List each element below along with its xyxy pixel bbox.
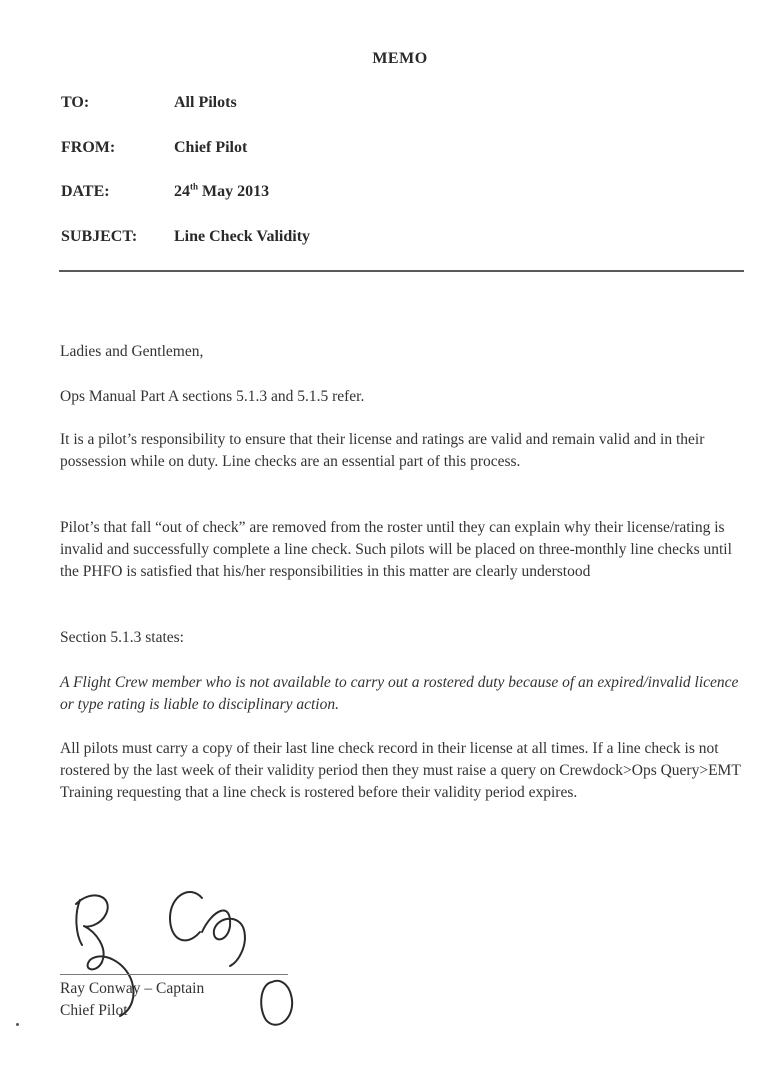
- subject-label: SUBJECT:: [61, 228, 138, 245]
- greeting: Ladies and Gentlemen,: [60, 343, 204, 360]
- date-rest: May 2013: [202, 183, 270, 200]
- paragraph-3: Pilot’s that fall “out of check” are removed from the roster until they can explain why their license/rating is invalid and successfully complete a line check. Such pilots will be placed on three-monthly line checks until the PHFO is satisfied that his/her responsibilities in this matter are clearly understood: [60, 519, 732, 580]
- subject-value: Line Check Validity: [174, 228, 311, 245]
- scan-speck: [16, 1023, 19, 1026]
- signatory-title: Chief Pilot: [60, 1002, 128, 1019]
- date-value: [174, 183, 269, 201]
- to-label: TO:: [61, 94, 90, 111]
- quoted-section: A Flight Crew member who is not available to carry out a rostered duty because of an expired/invalid licence or type rating is liable to disciplinary action.: [60, 674, 739, 713]
- date-suffix: th: [190, 181, 199, 192]
- signatory-name: Ray Conway – Captain: [60, 980, 205, 997]
- signature-line: [60, 974, 288, 975]
- date-label: DATE:: [61, 183, 110, 200]
- paragraph-4: Section 5.1.3 states:: [60, 629, 184, 646]
- paragraph-2: It is a pilot’s responsibility to ensure that their license and ratings are valid and remain valid and in their possession while on duty. Line checks are an essential part of this process.: [60, 431, 705, 470]
- to-value: All Pilots: [174, 94, 237, 111]
- from-value: Chief Pilot: [174, 139, 248, 156]
- from-label: FROM:: [61, 139, 116, 156]
- paragraph-5: All pilots must carry a copy of their last line check record in their license at all times. If a line check is not rostered by the last week of their validity period then they must raise a query on Crewdock>Ops Query>EMT Training requesting that a line check is rostered before their validity period expires.: [60, 740, 741, 801]
- paragraph-1: Ops Manual Part A sections 5.1.3 and 5.1.5 refer.: [60, 388, 365, 405]
- memo-title: MEMO: [372, 50, 428, 67]
- header-divider: [59, 270, 744, 272]
- date-day: 24: [174, 183, 190, 200]
